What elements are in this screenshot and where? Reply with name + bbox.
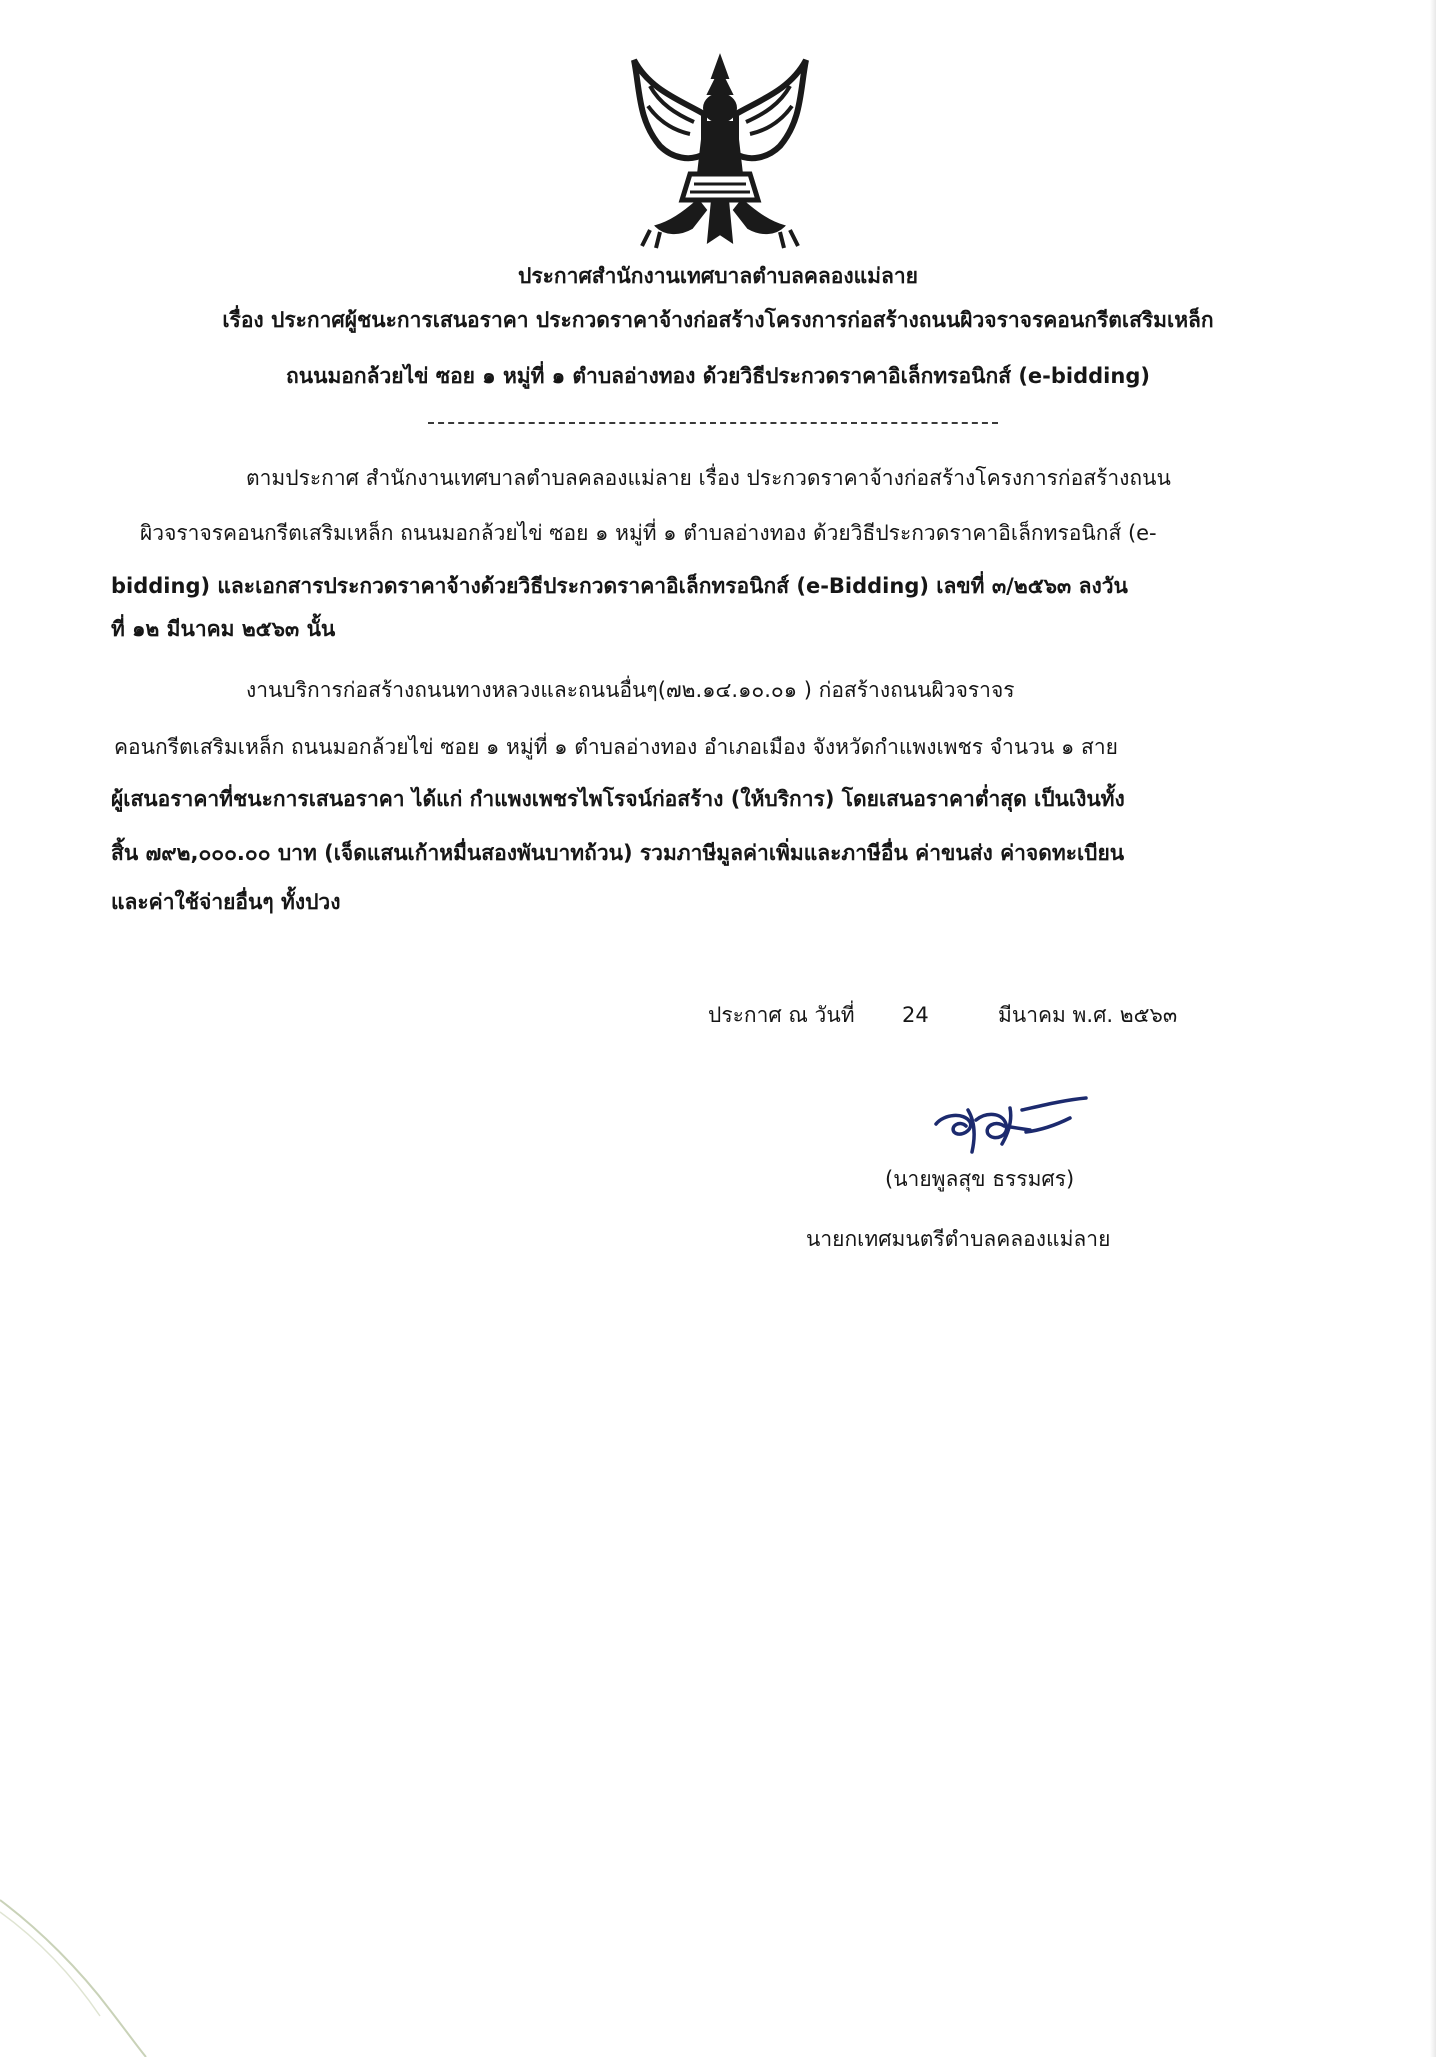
body-p2-line4: สิ้น ๗๙๒,๐๐๐.๐๐ บาท (เจ็ดแสนเก้าหมื่นสองพันบาทถ้วน) รวมภาษีมูลค่าเพิ่มและภาษีอื่น ค่าขนส่ง ค่าจดทะเบียน: [111, 841, 1125, 865]
body-p1-line4: ที่ ๑๒ มีนาคม ๒๕๖๓ นั้น: [111, 617, 336, 641]
subject-line-2: ถนนมอกล้วยไข่ ซอย ๑ หมู่ที่ ๑ ตำบลอ่างทอง ด้วยวิธีประกวดราคาอิเล็กทรอนิกส์ (e-bidding): [286, 364, 1150, 388]
body-p2-line5: และค่าใช้จ่ายอื่นๆ ทั้งปวง: [111, 890, 341, 914]
garuda-emblem-icon: [620, 50, 820, 250]
announcement-date-prefix: ประกาศ ณ วันที่: [708, 1003, 855, 1027]
page-edge-shadow: [1430, 0, 1436, 2057]
signatory-position: นายกเทศมนตรีตำบลคลองแม่ลาย: [806, 1227, 1111, 1251]
body-p2-line1: งานบริการก่อสร้างถนนทางหลวงและถนนอื่นๆ(๗๒.๑๔.๑๐.๐๑ ) ก่อสร้างถนนผิวจราจร: [246, 678, 1015, 702]
thread-artifact-icon: [0, 1860, 170, 2057]
divider-line: [428, 422, 998, 424]
subject-line-1: เรื่อง ประกาศผู้ชนะการเสนอราคา ประกวดราคาจ้างก่อสร้างโครงการก่อสร้างถนนผิวจราจรคอนกรีตเสริมเหล็ก: [222, 308, 1214, 332]
announcement-month-year: มีนาคม พ.ศ. ๒๕๖๓: [998, 1003, 1178, 1027]
issuer-title: ประกาศสำนักงานเทศบาลตำบลคลองแม่ลาย: [518, 264, 918, 288]
body-p1-line3: bidding) และเอกสารประกวดราคาจ้างด้วยวิธีประกวดราคาอิเล็กทรอนิกส์ (e-Bidding) เลขที่ ๓/๒๕๖๓ ลงวัน: [111, 574, 1128, 598]
signatory-name: (นายพูลสุข ธรรมศร): [885, 1167, 1075, 1191]
body-p1-line2: ผิวจราจรคอนกรีตเสริมเหล็ก ถนนมอกล้วยไข่ ซอย ๑ หมู่ที่ ๑ ตำบลอ่างทอง ด้วยวิธีประกวดราคาอิเล็กทรอนิกส์ (e-: [140, 521, 1157, 545]
announcement-day: 24: [902, 1003, 929, 1027]
body-p2-line3: ผู้เสนอราคาที่ชนะการเสนอราคา ได้แก่ กำแพงเพชรไพโรจน์ก่อสร้าง (ให้บริการ) โดยเสนอราคาต่ำสุด เป็นเงินทั้ง: [111, 787, 1125, 811]
signature-mark-icon: [930, 1090, 1090, 1160]
body-p1-line1: ตามประกาศ สำนักงานเทศบาลตำบลคลองแม่ลาย เรื่อง ประกวดราคาจ้างก่อสร้างโครงการก่อสร้างถนน: [246, 466, 1171, 490]
body-p2-line2: คอนกรีตเสริมเหล็ก ถนนมอกล้วยไข่ ซอย ๑ หมู่ที่ ๑ ตำบลอ่างทอง อำเภอเมือง จังหวัดกำแพงเพชร จำนวน ๑ สาย: [114, 735, 1118, 759]
